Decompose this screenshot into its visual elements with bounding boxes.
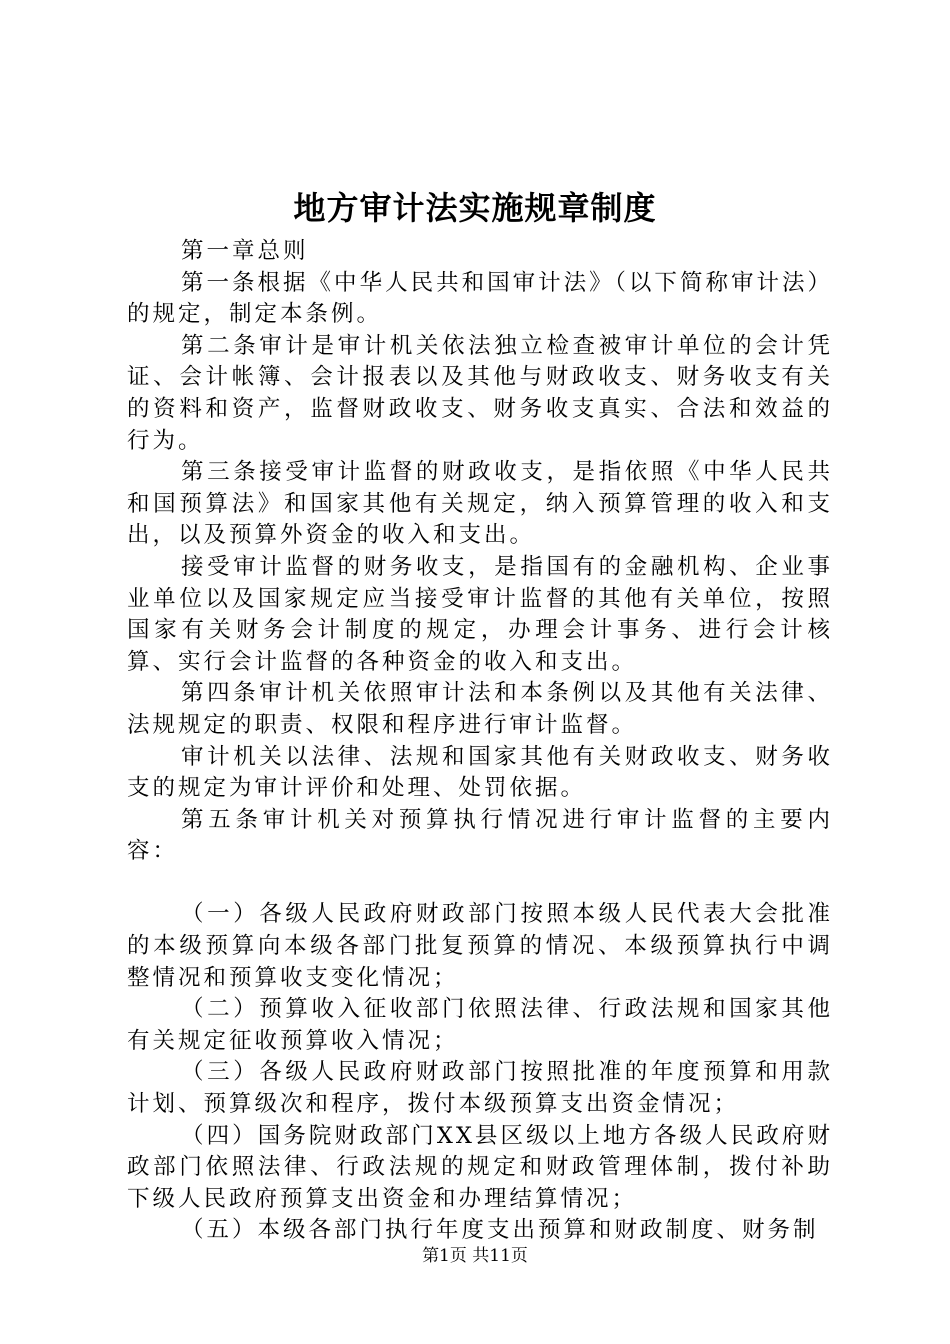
paragraph: 第四条审计机关依照审计法和本条例以及其他有关法律、法规规定的职责、权限和程序进行审计监督。 (127, 680, 833, 738)
list-item: （三）各级人民政府财政部门按照批准的年度预算和用款计划、预算级次和程序，拨付本级预算支出资金情况； (127, 1059, 833, 1118)
paragraph: 审计机关以法律、法规和国家其他有关财政收支、财务收支的规定为审计评价和处理、处罚依据。 (127, 743, 833, 802)
paragraph: 第三条接受审计监督的财政收支，是指依照《中华人民共和国预算法》和国家其他有关规定，纳入预算管理的收入和支出，以及预算外资金的收入和支出。 (127, 459, 833, 549)
list-item: （五）本级各部门执行年度支出预算和财政制度、财务制 (181, 1217, 819, 1244)
document-body (127, 236, 833, 1247)
list-item: （二）预算收入征收部门依照法律、行政法规和国家其他有关规定征收预算收入情况； (127, 996, 833, 1054)
paragraph: 接受审计监督的财务收支，是指国有的金融机构、企业事业单位以及国家规定应当接受审计监督的其他有关单位，按照国家有关财务会计制度的规定，办理会计事务、进行会计核算、实行会计监督的各种资金的收入和支出。 (127, 553, 833, 675)
page-footer: 第1页 共11页 (422, 1246, 528, 1266)
document-title: 地方审计法实施规章制度 (293, 189, 657, 227)
chapter-heading: 第一章总则 (181, 238, 309, 264)
list-item: （四）国务院财政部门XX县区级以上地方各级人民政府财政部门依照法律、行政法规的规定和财政管理体制，拨付补助下级人民政府预算支出资金和办理结算情况； (127, 1122, 833, 1212)
paragraph: 第五条审计机关对预算执行情况进行审计监督的主要内容： (127, 806, 833, 865)
paragraph: 第二条审计是审计机关依法独立检查被审计单位的会计凭证、会计帐簿、会计报表以及其他与财政收支、财务收支有关的资料和资产，监督财政收支、财务收支真实、合法和效益的行为。 (127, 332, 833, 454)
paragraph: 第一条根据《中华人民共和国审计法》（以下简称审计法）的规定，制定本条例。 (127, 269, 833, 328)
list-item: （一）各级人民政府财政部门按照本级人民代表大会批准的本级预算向本级各部门批复预算的情况、本级预算执行中调整情况和预算收支变化情况； (127, 901, 833, 991)
